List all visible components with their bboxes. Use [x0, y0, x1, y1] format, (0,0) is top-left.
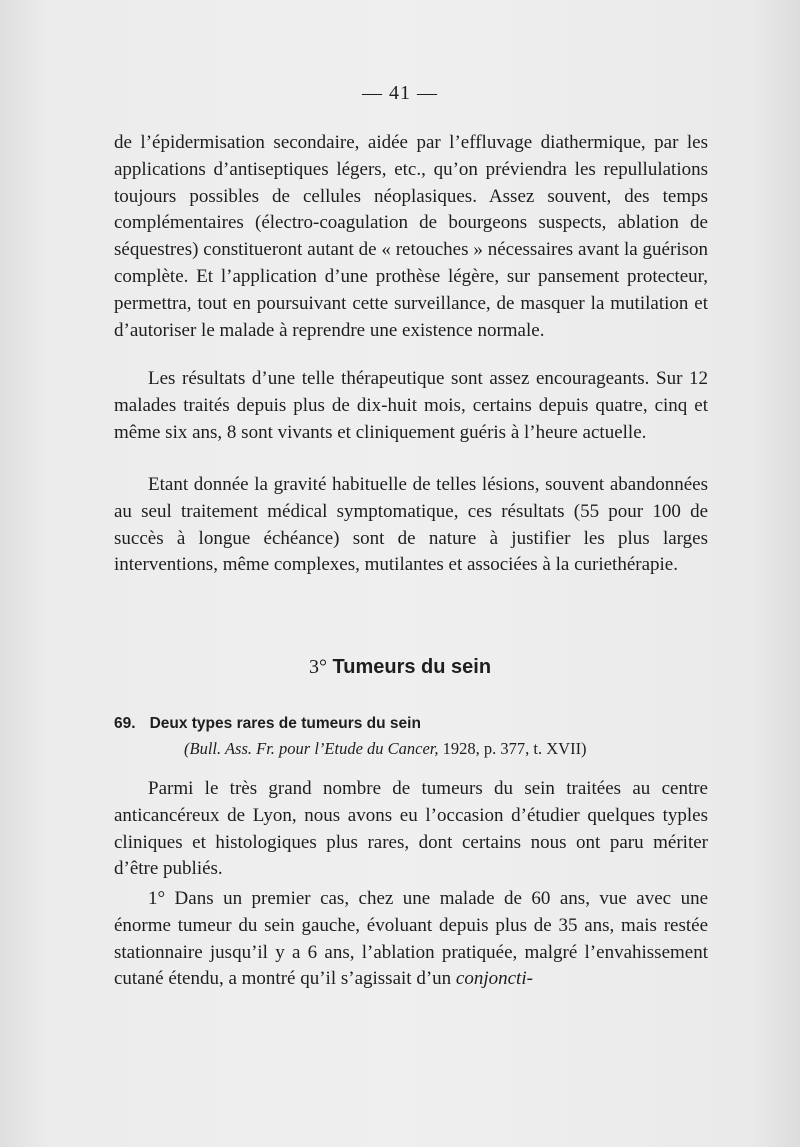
paragraph-italic-text: conjoncti-: [455, 968, 533, 990]
paragraph-text: Etant donnée la gravité habituelle de telles lésions, souvent abandonnées au seul traitement médical symptomatique, ces résultats (55 pour 100 de succès à longue échéance) sont de nature à justifier les plus larges interventions, même complexes, mutilantes et associées à la curiethérapie.: [114, 474, 708, 576]
section-title: Tumeurs du sein: [332, 656, 492, 678]
reference-source: (Bull. Ass. Fr. pour l’Etude du Cancer,: [184, 739, 439, 758]
entry-reference: [184, 739, 587, 759]
paragraph-text: 1° Dans un premier cas, chez une malade de 60 ans, vue avec une énorme tumeur du sein gauche, évoluant depuis plus de 35 ans, mais restée stationnaire jusqu’il y a 6 ans, l’ablation pratiquée, malgré l’envahissement cutané étendu, a montré qu’il s’agissait d’un: [114, 888, 708, 990]
paragraph-text: Parmi le très grand nombre de tumeurs du sein traitées au centre anticancéreux de Lyon, nous avons eu l’occasion d’étudier quelques typles cliniques et histologiques plus rares, dont certains nous ont paru mériter d’être publiés.: [114, 778, 708, 880]
paragraph-case-one: [114, 886, 708, 993]
entry-number: 69.: [114, 715, 136, 732]
section-number: 3°: [308, 656, 327, 678]
paragraph-text: de l’épidermisation secondaire, aidée par l’effluvage diathermique, par les applications d’antiseptiques légers, etc., qu’on préviendra les repullulations toujours possibles de cellules néoplasiques. Assez souvent, des temps complémentaires (électro-coagulation de bourgeons suspects, ablation de séquestres) constitueront autant de « retouches » nécessaires avant la guérison complète. Et l’application d’une prothèse légère, sur pansement protecteur, permettra, tout en poursuivant cette surveillance, de masquer la mutilation et d’autoriser le malade à reprendre une existence normale.: [114, 132, 708, 341]
paragraph-conclusion: [114, 472, 708, 579]
section-heading: [0, 656, 800, 679]
page-number: — 41 —: [362, 82, 438, 104]
reference-details: 1928, p. 377, t. XVII): [442, 739, 587, 758]
paragraph-continuation: [114, 130, 708, 344]
paragraph-results: [114, 366, 708, 446]
paragraph-intro: [114, 776, 708, 883]
entry-heading: [114, 715, 421, 733]
paragraph-text: Les résultats d’une telle thérapeutique sont assez encourageants. Sur 12 malades traités depuis plus de dix-huit mois, certains depuis quatre, cinq et même six ans, 8 sont vivants et cliniquement guéris à l’heure actuelle.: [114, 368, 708, 443]
entry-title: Deux types rares de tumeurs du sein: [149, 715, 421, 732]
